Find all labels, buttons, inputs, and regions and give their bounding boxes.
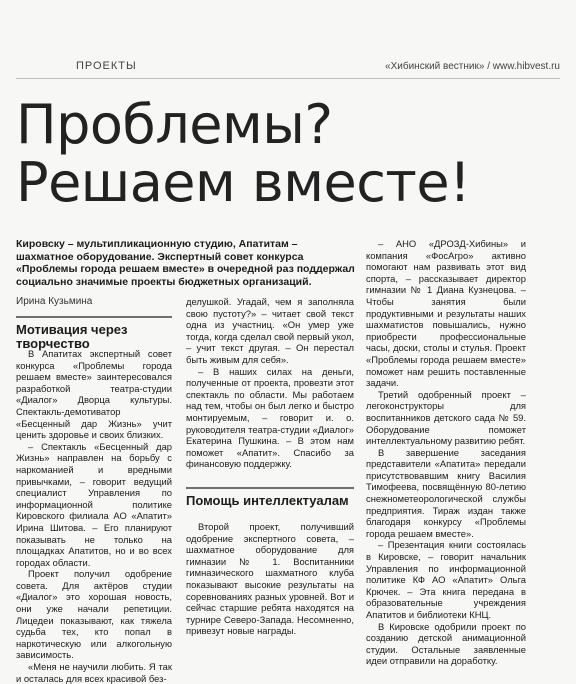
column-2 <box>186 296 354 470</box>
column-2-bottom <box>186 521 354 637</box>
paragraph: – В наших силах на деньги, полученные от проекта, провезти этот спектакль по области. Мы работаем над тем, чтобы он был легко и быстро монтируемым, – говорит и. о. руководителя театра-студии «Диалог» Екатерина Пушкина. – В этом нам поможет «Апатит». Спасибо за финансовую поддержку. <box>186 365 354 470</box>
paragraph: Проект получил одобрение совета. Для актёров студии «Диалог» это хорошая новость, они уже начали репетиции. Лицедеи показывают, как тяжела судьба тех, кто попал в наркотическую или алкогольную зависимость. <box>16 568 172 661</box>
paragraph: Второй проект, получивший одобрение экспертного совета, – шахматное оборудование для гимназии № 1. Воспитанники гимназического шахматного клуба показывают высокие результаты на соревнованиях разных уровней. Вот и сейчас старшие ребята находятся на турнире Северо-Запада. Несомненно, привезут новые награды. <box>186 521 354 637</box>
column-3 <box>366 238 526 667</box>
section-label: ПРОЕКТЫ <box>76 60 137 72</box>
paragraph: – Презентация книги состоялась в Кировске, – говорит начальник Управления по информационной политике КФ АО «Апатит» Ольга Крючек. – Эта книга передана в образовательные учреждения Апатитов и библиотеки КНЦ. <box>366 539 526 620</box>
paragraph: В Апатитах экспертный совет конкурса «Проблемы города решаем вместе» заинтересовался разработкой театра-студии «Диалог» Дворца культуры. Спектакль-демотиватор «Бесценный дар Жизнь» учит ценить здоровье и своих близких. <box>16 348 172 441</box>
paragraph: – АНО «ДРОЗД-Хибины» и компания «ФосАгро» активно помогают нам развивать этот вид спорта, – рассказывает директор гимназии № 1 Диана Кузнецова. – Чтобы занятия были продуктивными и результаты наших шахматистов повышались, нужно приобрести профессиональные часы, доски, столы и стулья. Проект «Проблемы города решаем вместе» поможет нам решить поставленные задачи. <box>366 238 526 389</box>
lead-paragraph: Кировску – мультипликационную студию, Апатитам – шахматное оборудование. Экспертный совет конкурса «Проблемы города решаем вместе» в очередной раз поддержал социально значимые проекты бюджетных организаций. <box>16 238 355 288</box>
newspaper-name: «Хибинский вестник» / www.hibvest.ru <box>385 61 560 72</box>
headline-line-2: Решаем вместе! <box>16 151 471 214</box>
page-header <box>16 58 560 79</box>
subhead-motivation: Мотивация через творчество <box>16 316 172 351</box>
paragraph: делушкой. Угадай, чем я заполняла свою пустоту?» – читает свой текст одна из участниц. «Он умер уже тогда, когда сделал свой первый укол, – учит текст другая. – Он перестал быть живым для себя». <box>186 296 354 365</box>
headline-line-1: Проблемы? <box>16 93 333 156</box>
author-byline: Ирина Кузьмина <box>16 296 93 307</box>
paragraph: «Меня не научили любить. Я так и осталась для всех красивой без- <box>16 661 172 684</box>
subhead-intellectuals: Помощь интеллектуалам <box>186 487 354 508</box>
paragraph: В завершение заседания представители «Апатита» передали присутствовавшим книгу Василия Тимофеева, посвящённую 80-летию снежнометеорологической службы предприятия. Тираж издан также благодаря конкурсу «Проблемы города решаем вместе». <box>366 446 526 539</box>
paragraph: Третий одобренный проект – легоконструкторы для воспитанников детского сада № 59. Оборудование поможет интеллектуальному развитию ребят. <box>366 388 526 447</box>
paragraph: В Кировске одобрили проект по созданию детской анимационной студии. Остальные заявленные идеи отправили на доработку. <box>366 620 526 667</box>
column-1 <box>16 348 172 684</box>
headline <box>16 93 471 214</box>
paragraph: – Спектакль «Бесценный дар Жизнь» направлен на борьбу с наркоманией и вредными привычками, – говорит ведущий специалист Управления по информационной политике Кировского филиала АО «Апатит» Ирина Шитова. – Его планируют показывать не только на площадках Апатитов, но и во всех городах области. <box>16 440 172 568</box>
